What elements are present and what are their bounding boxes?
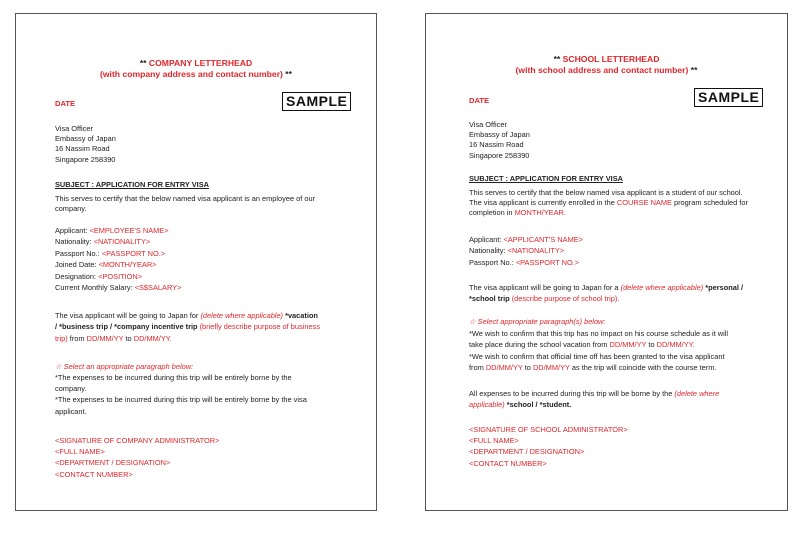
date-label: DATE — [55, 99, 76, 108]
expense-paragraphs: *The expenses to be incurred during this trip will be entirely borne by the company. *The expenses to be incurred during this trip will be entirely borne by the visa applicant. — [55, 373, 307, 416]
schedule-paragraphs: *We wish to confirm that this trip has no impact on his course schedule as it will take place during the school vacation from DD/MM/YY to DD/MM/YY. *We wish to confirm that official time off has been granted to the visa applicant from DD/MM/YY to DD/MM/YY as the trip will coincide with the course term. — [469, 329, 729, 373]
applicant-details — [469, 234, 583, 268]
applicant-field: Applicant: <APPLICANT'S NAME> — [469, 235, 583, 244]
applicant-details — [55, 225, 181, 293]
sample-stamp: SAMPLE — [694, 88, 763, 107]
joined-date-field: Joined Date: <MONTH/YEAR> — [55, 260, 157, 270]
designation-field: Designation: <POSITION> — [55, 271, 143, 281]
company-letter-page — [15, 13, 377, 511]
subject-line: SUBJECT : APPLICATION FOR ENTRY VISA — [55, 180, 209, 189]
intro-paragraph: This serves to certify that the below named visa applicant is a student of our school. The visa applicant is currently enrolled in the COURSE NAME program scheduled for completion in MONTH/YEAR. — [469, 188, 748, 218]
salary-field: Current Monthly Salary: <S$SALARY> — [55, 283, 182, 293]
nationality-field: Nationality: <NATIONALITY> — [469, 246, 565, 256]
company-letterhead-title: ** COMPANY LETTERHEAD — [139, 58, 253, 68]
date-label: DATE — [469, 96, 490, 105]
applicant-field: Applicant: <EMPLOYEE'S NAME> — [55, 226, 169, 235]
intro-paragraph: This serves to certify that the below named visa applicant is an employee of our company. — [55, 194, 316, 214]
embassy-address: Visa Officer Embassy of Japan 16 Nassim Road Singapore 258390 — [469, 120, 530, 160]
nationality-field: Nationality: <NATIONALITY> — [55, 237, 151, 247]
select-paragraph-note: ☆ Select an appropriate paragraph below: — [55, 362, 194, 371]
passport-field: Passport No.: <PASSPORT NO.> — [469, 257, 580, 267]
school-letterhead-subtitle: (with school address and contact number) ** — [515, 65, 698, 75]
school-letterhead-title: ** SCHOOL LETTERHEAD — [553, 54, 660, 64]
subject-line: SUBJECT : APPLICATION FOR ENTRY VISA — [469, 174, 623, 183]
select-paragraph-note: ☆ Select appropriate paragraph(s) below: — [469, 317, 606, 326]
company-letterhead-subtitle: (with company address and contact number) ** — [100, 69, 292, 79]
school-letter-page — [425, 13, 788, 511]
signature-block: <SIGNATURE OF COMPANY ADMINISTRATOR> <FULL NAME> <DEPARTMENT / DESIGNATION> <CONTACT NUMBER> — [55, 436, 220, 479]
sample-stamp: SAMPLE — [282, 92, 351, 111]
passport-field: Passport No.: <PASSPORT NO.> — [55, 248, 166, 258]
signature-block: <SIGNATURE OF SCHOOL ADMINISTRATOR> <FULL NAME> <DEPARTMENT / DESIGNATION> <CONTACT NUMBER> — [469, 425, 628, 468]
trip-purpose-paragraph: The visa applicant will be going to Japan for (delete where applicable) *vacation / *business trip / *company incentive trip (briefly describe purpose of business trip) from DD/MM/YY to DD/MM/YY. — [55, 311, 320, 343]
embassy-address: Visa Officer Embassy of Japan 16 Nassim Road Singapore 258390 — [55, 124, 116, 164]
trip-purpose-paragraph: The visa applicant will be going to Japan for a (delete where applicable) *personal / *school trip (describe purpose of school trip). — [469, 283, 744, 304]
expense-paragraph: All expenses to be incurred during this trip will be borne by the (delete where applicable) *school / *student. — [469, 389, 720, 410]
